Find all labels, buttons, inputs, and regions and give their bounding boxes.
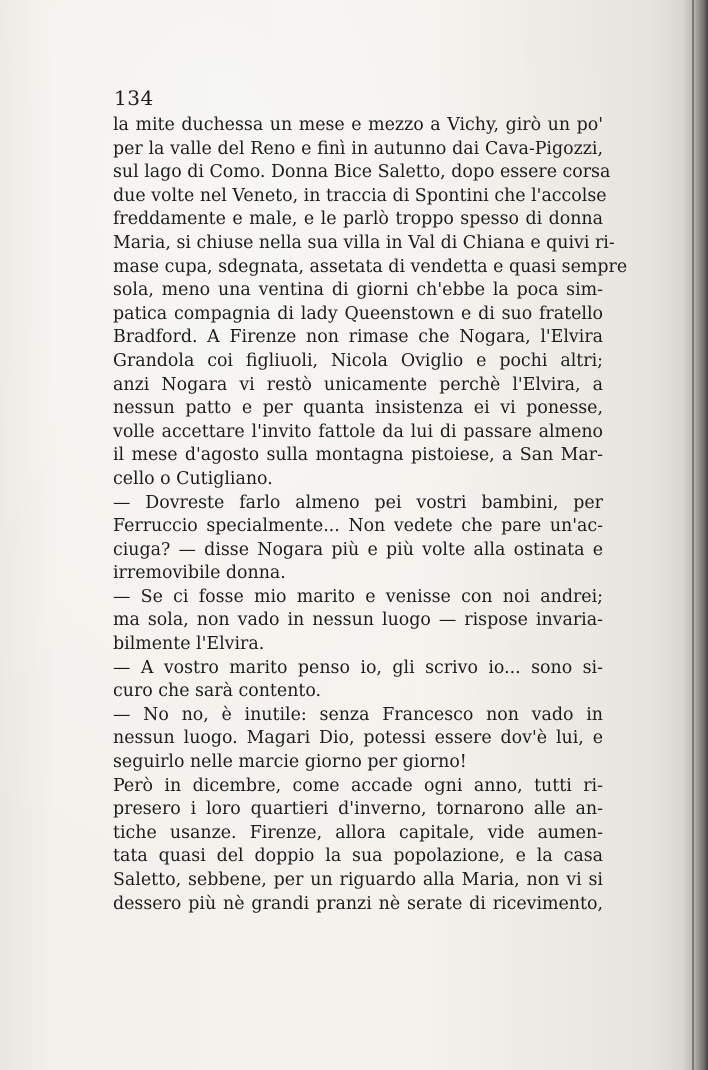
text-line: ciuga? — disse Nogara più e più volte alla ostinata e: [113, 539, 603, 560]
text-line: la mite duchessa un mese e mezzo a Vichy, girò un po': [113, 115, 603, 135]
text-line: freddamente e male, e le parlò troppo spesso di donna: [113, 209, 603, 230]
text-line: — Dovreste farlo almeno pei vostri bambini, per: [113, 492, 603, 513]
text-line: Saletto, sebbene, per un riguardo alla Maria, non vi si: [113, 870, 603, 890]
text-line: due volte nel Veneto, in traccia di Spontini che l'accolse: [113, 185, 607, 206]
text-line: il mese d'agosto sulla montagna pistoiese, a San Mar-: [113, 445, 603, 466]
text-line: — No no, è inutile: senza Francesco non vado in: [113, 704, 603, 725]
text-line: nessun luogo. Magari Dio, potessi essere dov'è lui, e: [113, 728, 603, 749]
text-line: cello o Cutigliano.: [113, 468, 273, 489]
text-line: bilmente l'Elvira.: [113, 634, 265, 655]
text-line: anzi Nogara vi restò unicamente perchè l'Elvira, a: [113, 374, 603, 395]
text-line: volle accettare l'invito fattole da lui di passare almeno: [113, 421, 603, 442]
text-line: Ferruccio specialmente... Non vedete che pare un'ac-: [113, 516, 603, 537]
text-line: Però in dicembre, come accade ogni anno, tutti ri-: [113, 775, 603, 796]
text-line: seguirlo nelle marcie giorno per giorno!: [113, 752, 467, 773]
text-line: per la valle del Reno e finì in autunno dai Cava-Pigozzi,: [113, 138, 603, 159]
text-line: tata quasi del doppio la sua popolazione, e la casa: [113, 846, 603, 867]
text-line: dessero più nè grandi pranzi nè serate di ricevimento,: [113, 893, 603, 914]
text-line: — A vostro marito penso io, gli scrivo io... sono si-: [113, 657, 603, 678]
text-line: ma sola, non vado in nessun luogo — rispose invaria-: [113, 610, 603, 631]
page-edge-line: [692, 0, 694, 1070]
text-line: sul lago di Como. Donna Bice Saletto, dopo essere corsa: [113, 162, 611, 183]
text-line: mase cupa, sdegnata, assetata di vendetta e quasi sempre: [113, 256, 628, 277]
text-line: curo che sarà contento.: [113, 681, 322, 702]
text-line: sola, meno una ventina di giorni ch'ebbe la poca sim-: [113, 280, 603, 301]
text-line: Maria, si chiuse nella sua villa in Val di Chiana e quivi ri-: [113, 232, 615, 253]
text-line: nessun patto e per quanta insistenza ei vi ponesse,: [113, 398, 603, 419]
body-text: [113, 114, 628, 916]
text-line: tiche usanze. Firenze, allora capitale, vide aumen-: [113, 822, 603, 843]
page-edge-shadow: [682, 0, 708, 1070]
text-line: irremovibile donna.: [113, 563, 286, 584]
text-line: Grandola coi figliuoli, Nicola Oviglio e pochi altri;: [113, 350, 603, 371]
page-number: 134: [114, 86, 154, 110]
text-line: patica compagnia di lady Queenstown e di suo fratello: [113, 303, 603, 324]
text-line: — Se ci fosse mio marito e venisse con noi andrei;: [113, 586, 603, 607]
text-line: presero i loro quartieri d'inverno, tornarono alle an-: [113, 799, 603, 820]
text-line: Bradford. A Firenze non rimase che Nogara, l'Elvira: [113, 327, 603, 348]
